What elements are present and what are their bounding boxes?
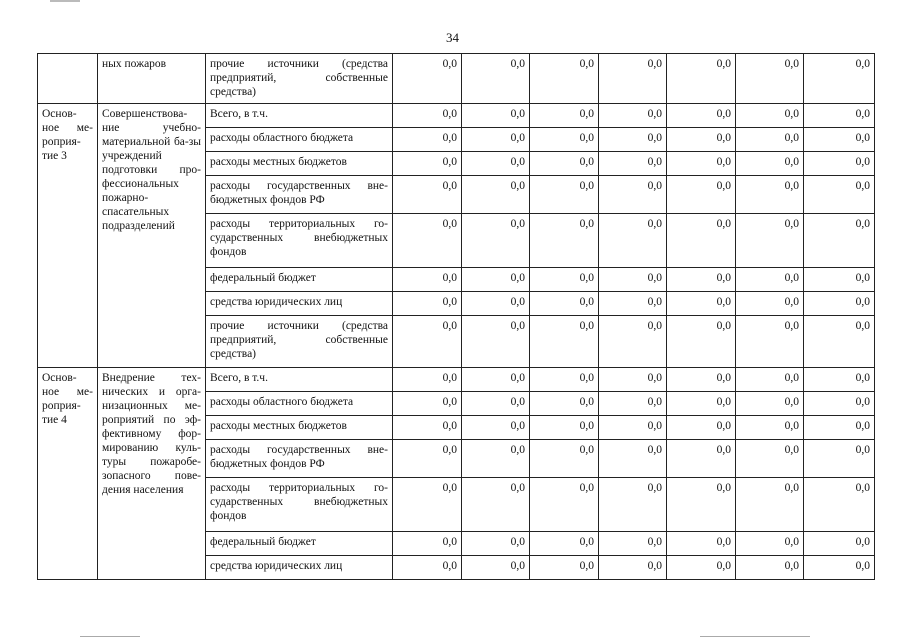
value-cell: 0,0 [530,416,599,440]
funding-source-cell: средства юридических лиц [206,292,393,316]
value-cell: 0,0 [462,292,530,316]
value-cell: 0,0 [393,416,462,440]
value-cell: 0,0 [599,478,667,532]
value-cell: 0,0 [599,316,667,368]
value-cell: 0,0 [530,268,599,292]
funding-source-cell: расходы государственных вне-бюджетных фондов РФ [206,176,393,214]
event-number-cell: Основ-ное ме-роприя-тие 3 [38,104,98,368]
value-cell: 0,0 [599,104,667,128]
value-cell: 0,0 [667,556,736,580]
value-cell: 0,0 [736,128,804,152]
event-name-cell: Внедрение тех-нических и орга-низационных ме-роприятий по эф-фективному фор-мированию куль-туры пожаробе-зопасного пове-дения населения [98,368,206,580]
value-cell: 0,0 [736,416,804,440]
value-cell: 0,0 [462,104,530,128]
table-row [38,368,875,392]
event-name-cell: ных пожаров [98,54,206,104]
value-cell: 0,0 [599,128,667,152]
value-cell: 0,0 [599,268,667,292]
value-cell: 0,0 [736,478,804,532]
scan-edge-mark [700,636,810,637]
value-cell: 0,0 [804,176,875,214]
value-cell: 0,0 [599,214,667,268]
event-name-cell: Совершенствова-ние учебно-материальной ба-зы учреждений подготовки про-фессиональных пожарно-спасательных подразделений [98,104,206,368]
value-cell: 0,0 [736,292,804,316]
value-cell: 0,0 [530,478,599,532]
event-number-cell [38,54,98,104]
value-cell: 0,0 [530,316,599,368]
value-cell: 0,0 [599,416,667,440]
value-cell: 0,0 [599,392,667,416]
value-cell: 0,0 [393,316,462,368]
value-cell: 0,0 [667,532,736,556]
value-cell: 0,0 [462,152,530,176]
table-row [38,54,875,104]
value-cell: 0,0 [530,152,599,176]
value-cell: 0,0 [667,152,736,176]
funding-source-cell: федеральный бюджет [206,532,393,556]
funding-source-cell: Всего, в т.ч. [206,104,393,128]
value-cell: 0,0 [393,176,462,214]
value-cell: 0,0 [804,54,875,104]
value-cell: 0,0 [530,176,599,214]
funding-source-cell: расходы территориальных го-сударственных внебюджетных фондов [206,478,393,532]
funding-source-cell: средства юридических лиц [206,556,393,580]
value-cell: 0,0 [804,368,875,392]
scan-edge-mark [80,636,140,637]
value-cell: 0,0 [462,176,530,214]
funding-source-cell: расходы местных бюджетов [206,416,393,440]
value-cell: 0,0 [667,128,736,152]
value-cell: 0,0 [736,368,804,392]
value-cell: 0,0 [667,416,736,440]
value-cell: 0,0 [736,268,804,292]
value-cell: 0,0 [599,368,667,392]
value-cell: 0,0 [667,54,736,104]
value-cell: 0,0 [393,128,462,152]
value-cell: 0,0 [462,368,530,392]
value-cell: 0,0 [736,556,804,580]
value-cell: 0,0 [804,292,875,316]
value-cell: 0,0 [393,268,462,292]
value-cell: 0,0 [804,104,875,128]
value-cell: 0,0 [667,292,736,316]
table-row [38,104,875,128]
value-cell: 0,0 [736,152,804,176]
funding-source-cell: расходы территориальных го-сударственных внебюджетных фондов [206,214,393,268]
funding-source-cell: прочие источники (средства предприятий, собственные средства) [206,54,393,104]
value-cell: 0,0 [736,532,804,556]
value-cell: 0,0 [462,128,530,152]
value-cell: 0,0 [530,292,599,316]
value-cell: 0,0 [736,440,804,478]
value-cell: 0,0 [804,478,875,532]
value-cell: 0,0 [667,176,736,214]
funding-source-cell: федеральный бюджет [206,268,393,292]
value-cell: 0,0 [393,152,462,176]
value-cell: 0,0 [530,368,599,392]
value-cell: 0,0 [667,214,736,268]
value-cell: 0,0 [599,176,667,214]
funding-source-cell: расходы областного бюджета [206,392,393,416]
value-cell: 0,0 [462,268,530,292]
value-cell: 0,0 [667,368,736,392]
value-cell: 0,0 [804,268,875,292]
value-cell: 0,0 [530,128,599,152]
value-cell: 0,0 [667,268,736,292]
value-cell: 0,0 [599,152,667,176]
budget-table [37,53,875,580]
value-cell: 0,0 [599,54,667,104]
funding-source-cell: расходы местных бюджетов [206,152,393,176]
value-cell: 0,0 [530,54,599,104]
funding-source-cell: расходы государственных вне-бюджетных фондов РФ [206,440,393,478]
value-cell: 0,0 [393,292,462,316]
value-cell: 0,0 [667,392,736,416]
value-cell: 0,0 [462,556,530,580]
value-cell: 0,0 [393,532,462,556]
value-cell: 0,0 [393,392,462,416]
value-cell: 0,0 [804,416,875,440]
value-cell: 0,0 [736,176,804,214]
value-cell: 0,0 [804,440,875,478]
value-cell: 0,0 [599,556,667,580]
value-cell: 0,0 [667,316,736,368]
value-cell: 0,0 [530,104,599,128]
value-cell: 0,0 [462,416,530,440]
value-cell: 0,0 [804,556,875,580]
value-cell: 0,0 [530,392,599,416]
value-cell: 0,0 [667,440,736,478]
value-cell: 0,0 [804,316,875,368]
value-cell: 0,0 [393,214,462,268]
value-cell: 0,0 [736,316,804,368]
value-cell: 0,0 [599,532,667,556]
value-cell: 0,0 [804,392,875,416]
value-cell: 0,0 [462,440,530,478]
budget-table-body [38,54,875,580]
value-cell: 0,0 [393,556,462,580]
scan-edge-mark [50,0,80,2]
value-cell: 0,0 [393,104,462,128]
value-cell: 0,0 [393,440,462,478]
value-cell: 0,0 [667,478,736,532]
funding-source-cell: прочие источники (средства предприятий, собственные средства) [206,316,393,368]
value-cell: 0,0 [736,392,804,416]
value-cell: 0,0 [530,556,599,580]
value-cell: 0,0 [393,478,462,532]
value-cell: 0,0 [393,368,462,392]
value-cell: 0,0 [804,214,875,268]
value-cell: 0,0 [667,104,736,128]
value-cell: 0,0 [599,440,667,478]
value-cell: 0,0 [804,532,875,556]
funding-source-cell: Всего, в т.ч. [206,368,393,392]
value-cell: 0,0 [462,392,530,416]
value-cell: 0,0 [462,532,530,556]
event-number-cell: Основ-ное ме-роприя-тие 4 [38,368,98,580]
value-cell: 0,0 [736,214,804,268]
value-cell: 0,0 [393,54,462,104]
value-cell: 0,0 [462,54,530,104]
value-cell: 0,0 [599,292,667,316]
value-cell: 0,0 [804,128,875,152]
value-cell: 0,0 [462,214,530,268]
page-number: 34 [446,30,459,45]
value-cell: 0,0 [462,316,530,368]
value-cell: 0,0 [530,440,599,478]
value-cell: 0,0 [804,152,875,176]
funding-source-cell: расходы областного бюджета [206,128,393,152]
value-cell: 0,0 [462,478,530,532]
value-cell: 0,0 [530,532,599,556]
value-cell: 0,0 [530,214,599,268]
value-cell: 0,0 [736,104,804,128]
value-cell: 0,0 [736,54,804,104]
